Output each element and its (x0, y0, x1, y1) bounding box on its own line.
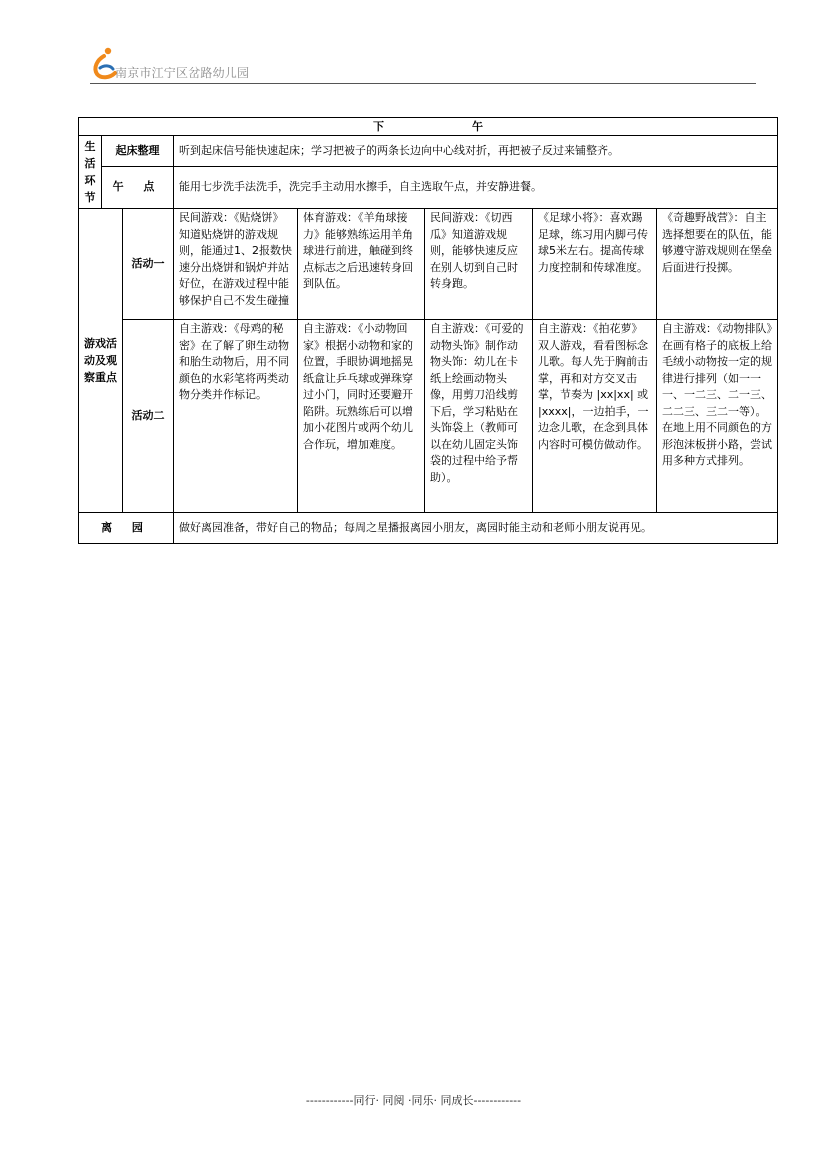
activity-2-cell: 自主游戏：《可爱的动物头饰》制作动物头饰：幼儿在卡纸上绘画动物头像，用剪刀沿线剪下后，学习粘贴在头饰袋上（教师可以在幼儿固定头饰袋的过程中给予帮助）。 (425, 320, 533, 513)
activity-1-cell: 民间游戏：《贴烧饼》知道贴烧饼的游戏规则，能通过1、2报数快速分出烧饼和锅炉并站好位，在游戏过程中能够保护自己不发生碰撞 (174, 209, 298, 320)
activity-1-cell: 《奇趣野战营》：自主选择想要在的队伍，能够遵守游戏规则在堡垒后面进行投掷。 (657, 209, 778, 320)
page-header (0, 0, 827, 90)
life-section-label: 生活环节 (79, 136, 102, 209)
activity-row-1 (79, 209, 778, 320)
activity-2-cell: 自主游戏：《小动物回家》根据小动物和家的位置，手眼协调地摇晃纸盒让乒乓球或弹珠穿过小门，同时还要避开陷阱。玩熟练后可以增加小花图片或两个幼儿合作玩，增加难度。 (298, 320, 425, 513)
game-section-label: 游戏活动及观察重点 (79, 209, 123, 513)
activity-row-2 (79, 320, 778, 513)
page-footer: ------------同行· 同阅 ·同乐· 同成长------------ (305, 1094, 522, 1107)
wakeup-label: 起床整理 (102, 136, 174, 167)
life-row-wakeup (79, 136, 778, 167)
table-title-row (79, 118, 778, 136)
leave-label: 离 园 (79, 513, 174, 544)
activity-2-label: 活动二 (123, 320, 174, 513)
activity-2-cell: 自主游戏：《动物排队》在画有格子的底板上给毛绒小动物按一定的规律进行排列（如一一一、一二三、二一三、二二三、三二一等）。在地上用不同颜色的方形泡沫板拼小路，尝试用多种方式排列。 (657, 320, 778, 513)
header-divider (90, 83, 756, 84)
leave-content: 做好离园准备，带好自己的物品；每周之星播报离园小朋友，离园时能主动和老师小朋友说再见。 (174, 513, 778, 544)
afternoon-plan-table (78, 117, 778, 544)
section-title: 下午 (79, 118, 778, 136)
snack-label: 午 点 (102, 166, 174, 208)
activity-1-label: 活动一 (123, 209, 174, 320)
life-row-snack (79, 166, 778, 208)
leave-row (79, 513, 778, 544)
snack-content: 能用七步洗手法洗手，洗完手主动用水擦手，自主选取午点，并安静进餐。 (174, 166, 778, 208)
activity-2-cell: 自主游戏：《母鸡的秘密》在了解了卵生动物和胎生动物后，用不同颜色的水彩笔将两类动物分类并作标记。 (174, 320, 298, 513)
activity-1-cell: 民间游戏：《切西瓜》知道游戏规则，能够快速反应在别人切到自己时转身跑。 (425, 209, 533, 320)
activity-1-cell: 《足球小将》：喜欢踢足球，练习用内脚弓传球5米左右。提高传球力度控制和传球准度。 (533, 209, 657, 320)
school-name: 南京市江宁区岔路幼儿园 (115, 66, 250, 80)
activity-2-cell: 自主游戏：《拍花萝》双人游戏，看看图标念儿歌。每人先于胸前击掌，再和对方交叉击掌，节奏为 |xx|xx| 或 |xxxx|，一边拍手，一边念儿歌，在念到具体内容时可模仿做动作。 (533, 320, 657, 513)
activity-1-cell: 体育游戏：《羊角球接力》能够熟练运用羊角球进行前进，触碰到终点标志之后迅速转身回到队伍。 (298, 209, 425, 320)
wakeup-content: 听到起床信号能快速起床；学习把被子的两条长边向中心线对折，再把被子反过来铺整齐。 (174, 136, 778, 167)
